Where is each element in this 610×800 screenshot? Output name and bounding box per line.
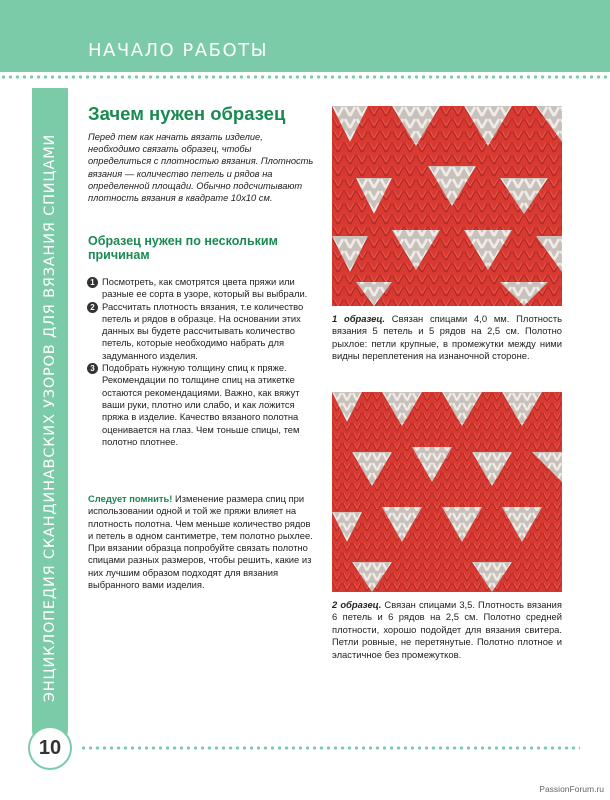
list-item [86,301,318,362]
header-bar [0,0,610,72]
knit-sample-photo-2 [332,392,562,592]
list-item [86,362,318,448]
chapter-title: НАЧАЛО РАБОТЫ [88,40,268,61]
sample-text-2: Связан спицами 3,5. Плотность вязания 6 петель и 6 рядов на 2,5 см. Полотно средней плотности, хорошо подойдет для вязания свитера. Петли ровные, не перетянутые. Полотно плотное и эластичное без промежутков. [332,599,562,660]
list-item [86,276,318,301]
list-item-text: Подобрать нужную толщину спиц к пряже. Рекомендации по толщине спиц на этикетке остаются рекомендациями. Важно, как вяжут ваши руки, плотно или слабо, и как ложится пряжа в изделие. Качество вязаного полотна оценивается на глаз. Чем тоньше спицы, тем полотно плотнее. [102,362,300,447]
number-badge: 2 [87,302,98,313]
remember-text: Изменение размера спиц при использовании одной и той же пряжи влияет на плотность полотна. Чем меньше количество рядов и петель в одном сантиметре, тем полотно рыхлее. При вязании образца попробуйте связать полотно спицами разных размеров, чтобы решить, какие из них лучшим образом подходят для вязания выбранного вами изделия. [88,493,313,591]
remember-lead: Следует помнить! [88,493,173,504]
knit-pattern-1 [332,106,562,306]
list-item-text: Посмотреть, как смотрятся цвета пряжи или разные ее сорта в узоре, который вы выбрали. [102,276,308,300]
sample-caption-2 [332,599,562,661]
section-intro: Перед тем как начать вязать изделие, необходимо связать образец, чтобы определиться с плотностью вязания. Плотность вязания — количество петель и рядов на определенной площади. Обычно подсчитывают плотность вязания в квадрате 10x10 см. [88,132,314,204]
remember-note [88,493,316,591]
reasons-list [86,276,318,448]
section-title: Зачем нужен образец [88,103,286,124]
header-dotted-divider [0,74,610,80]
footer-dotted-divider [80,745,580,751]
watermark: PassionForum.ru [539,784,604,794]
knit-sample-photo-1 [332,106,562,306]
book-title-vertical: ЭНЦИКЛОПЕДИЯ СКАНДИНАВСКИХ УЗОРОВ ДЛЯ ВЯЗАНИЯ СПИЦАМИ [42,133,58,703]
sample-text-1: Связан спицами 4,0 мм. Плотность вязания 5 петель и 5 рядов на 2,5 см. Полотно рыхлое: петли крупные, в промежутки между ними видны переплетения на изнаночной стороне. [332,313,563,362]
knit-pattern-2 [332,392,562,592]
sample-caption-1 [332,313,562,363]
reasons-title: Образец нужен по нескольким причинам [88,234,278,262]
number-badge: 1 [87,277,98,288]
page-number: 10 [28,726,72,770]
sample-lead-2: 2 образец. [332,599,382,610]
list-item-text: Рассчитать плотность вязания, т.е количество петель и рядов в образце. На основании этих данных вы будете рассчитывать количество петель, которые необходимо набрать для задуманного изделия. [102,300,304,361]
sample-lead-1: 1 образец. [332,313,386,324]
number-badge: 3 [87,363,98,374]
